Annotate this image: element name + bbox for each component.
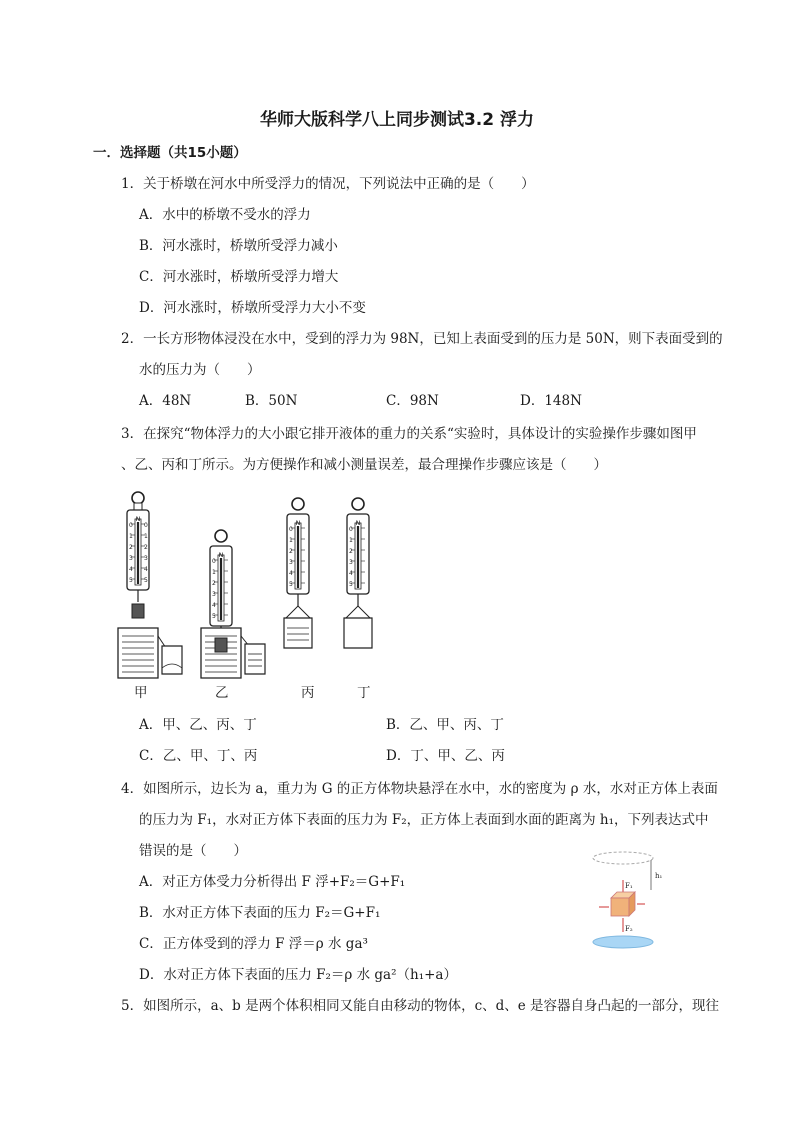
question-2-option-c: C．98N [386, 393, 439, 409]
f1-label: F₁ [625, 882, 633, 890]
h1-label: h₁ [655, 872, 663, 880]
question-2-option-d: D．148N [520, 393, 582, 409]
figure-caption-ding: 丁 [357, 685, 371, 701]
floating-cube-figure [585, 838, 675, 960]
tick-label: 1 [129, 533, 133, 540]
question-4-option-a: A．对正方体受力分析得出 F 浮+F₂＝G+F₁ [139, 874, 406, 890]
tick-label: 2 [129, 544, 133, 551]
section-heading: 一．选择题（共15小题） [93, 145, 247, 161]
scale-jia [118, 492, 182, 678]
scale-yi [201, 530, 265, 678]
tick-label: 4 [212, 602, 216, 609]
tick-label: 0 [349, 526, 353, 533]
tick-label: 0 [144, 522, 148, 529]
question-2-stem-line1: 2．一长方形物体浸没在水中，受到的浮力为 98N，已知上表面受到的压力是 50N，则下表面受到的 [121, 331, 723, 347]
tick-label: 1 [289, 537, 293, 544]
scale-bing [284, 498, 312, 648]
question-4-stem-line1: 4．如图所示，边长为 a，重力为 G 的正方体物块悬浮在水中，水的密度为 ρ 水，水对正方体上表面 [121, 781, 718, 797]
page-title: 华师大版科学八上同步测试3.2 浮力 [259, 110, 535, 130]
figure-caption-bing: 丙 [301, 685, 315, 701]
tick-label: 5 [144, 577, 148, 584]
tick-label: 1 [349, 537, 353, 544]
f2-label: F₂ [625, 925, 633, 933]
question-2-option-b: B．50N [245, 393, 298, 409]
tick-label: 3 [289, 559, 293, 566]
scale-mark: N [355, 520, 361, 527]
question-3-option-c: C．乙、甲、丁、丙 [139, 748, 258, 764]
figure-caption-yi: 乙 [215, 685, 229, 701]
tick-label: 4 [289, 570, 293, 577]
question-1-option-d: D．河水涨时，桥墩所受浮力大小不变 [139, 300, 366, 316]
question-4-option-d: D．水对正方体下表面的压力 F₂＝ρ 水 ga²（h₁+a） [139, 967, 457, 983]
scale-ding [344, 498, 372, 648]
tick-label: 4 [144, 566, 148, 573]
tick-label: 2 [144, 544, 148, 551]
tick-label: 5 [289, 581, 293, 588]
tick-label: 1 [212, 569, 216, 576]
scale-mark: N [218, 552, 224, 559]
tick-label: 0 [289, 526, 293, 533]
spring-scale-figure [108, 488, 398, 700]
tick-label: 3 [212, 591, 216, 598]
question-3-option-d: D．丁、甲、乙、丙 [386, 748, 505, 764]
tick-label: 4 [349, 570, 353, 577]
tick-label: 1 [144, 533, 148, 540]
question-4-option-b: B．水对正方体下表面的压力 F₂＝G+F₁ [139, 905, 381, 921]
question-2-stem-line2: 水的压力为（ ） [139, 362, 261, 378]
question-1-option-a: A．水中的桥墩不受水的浮力 [139, 207, 311, 223]
question-3-option-a: A．甲、乙、丙、丁 [139, 717, 257, 733]
tick-label: 2 [212, 580, 216, 587]
tick-label: 5 [129, 577, 133, 584]
question-3-stem-line2: 、乙、丙和丁所示。为方便操作和减小测量误差，最合理操作步骤应该是（ ） [121, 457, 607, 473]
tick-label: 0 [212, 558, 216, 565]
question-3-stem-line1: 3．在探究“物体浮力的大小跟它排开液体的重力的关系“实验时，具体设计的实验操作步骤如图甲 [121, 426, 697, 442]
question-5-stem-line1: 5．如图所示，a、b 是两个体积相同又能自由移动的物体，c、d、e 是容器自身凸起的一部分，现往 [121, 998, 720, 1014]
tick-label: 3 [349, 559, 353, 566]
tick-label: 5 [349, 581, 353, 588]
scale-mark: N [135, 516, 141, 523]
tick-label: 0 [129, 522, 133, 529]
question-3-option-b: B．乙、甲、丙、丁 [386, 717, 504, 733]
tick-label: 3 [144, 555, 148, 562]
question-4-option-c: C．正方体受到的浮力 F 浮＝ρ 水 ga³ [139, 936, 368, 952]
scale-mark: N [295, 520, 301, 527]
tick-label: 4 [129, 566, 133, 573]
question-1-option-c: C．河水涨时，桥墩所受浮力增大 [139, 269, 339, 285]
question-4-stem-line3: 错误的是（ ） [139, 843, 247, 859]
figure-caption-jia: 甲 [134, 685, 148, 701]
question-1-stem: 1．关于桥墩在河水中所受浮力的情况，下列说法中正确的是（ ） [121, 176, 535, 192]
tick-label: 2 [289, 548, 293, 555]
question-2-option-a: A．48N [139, 393, 192, 409]
tick-label: 5 [212, 613, 216, 620]
tick-label: 2 [349, 548, 353, 555]
question-1-option-b: B．河水涨时，桥墩所受浮力减小 [139, 238, 338, 254]
tick-label: 3 [129, 555, 133, 562]
question-4-stem-line2: 的压力为 F₁，水对正方体下表面的压力为 F₂，正方体上表面到水面的距离为 h₁，下列表达式中 [139, 812, 709, 828]
